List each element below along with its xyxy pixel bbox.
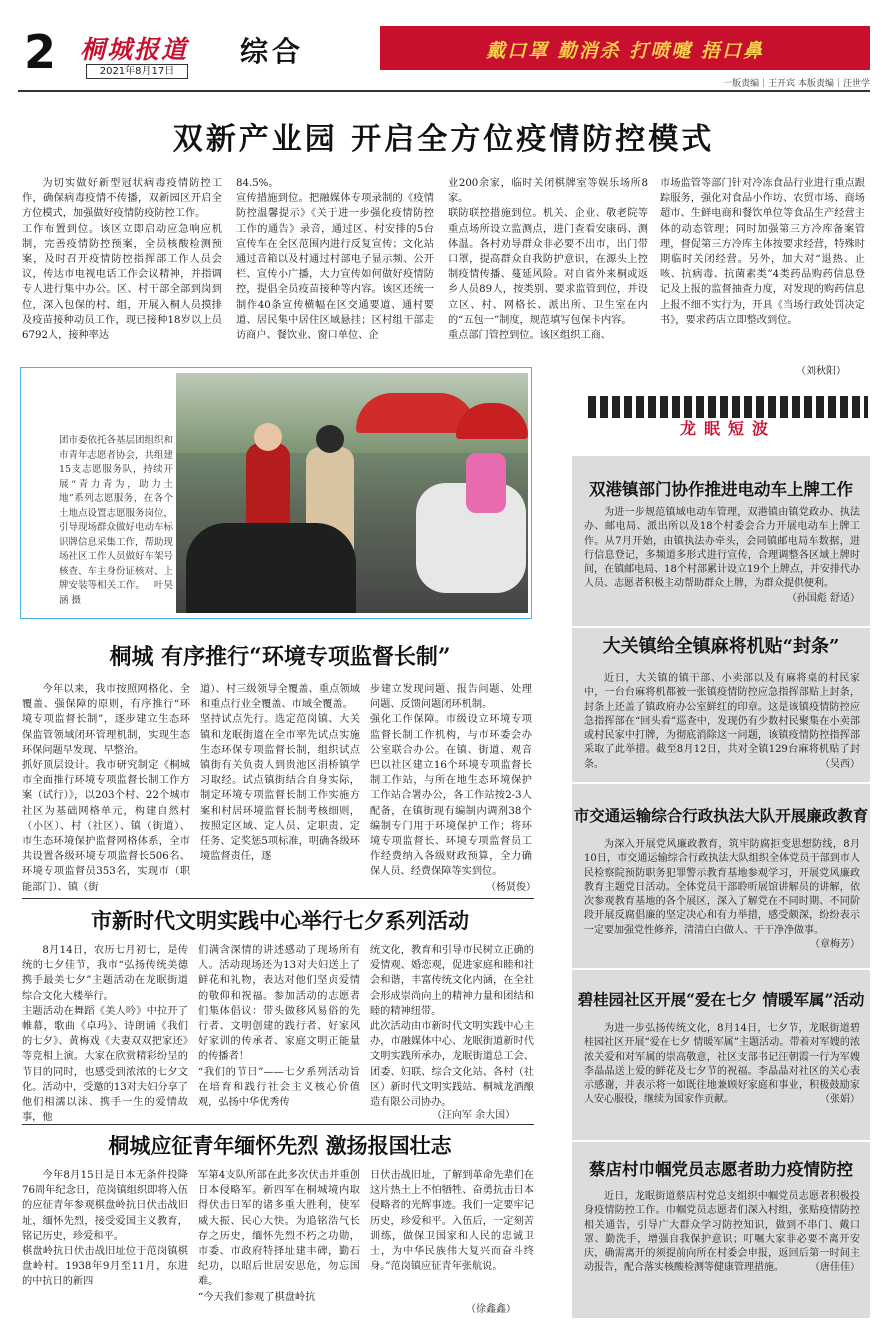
brief-byline-1: （孙国彪 舒适） (786, 592, 860, 604)
brief-text-3: 为深入开展党风廉政教育，筑牢防腐拒变思想防线，8月10日，市交通运输综合行政执法大队组织全体党员干部到市人民检察院预防职务犯罪警示教育基地参观学习，开展党风廉政教育主题党日活动。全体党员干部聆听展馆讲解员的讲解，依次参观教育基地的各个展区，深入了解党在不同时期、不同阶段开展反腐倡廉的坚定决心和有力举措，感受颇深，纷纷表示一定要加强党性修养，清清白白做人、干干净净做事。 （章梅芳） (584, 838, 860, 938)
slogan-banner (380, 26, 870, 70)
article1-col2 (236, 176, 434, 368)
article4-byline: （徐鑫鑫） (466, 1304, 516, 1315)
article3-text2: 们满含深情的讲述感动了现场所有人。活动现场还为13对夫妇送上了鲜花和礼物，表达对他们坚贞爱情的敬仰和祝福。参加活动的志愿者们集体倡议：带头做移风易俗的先行者、文明创建的践行者、好家风好家训的传承者、家庭文明正能量的传播者！ “我们的节日”——七夕系列活动旨在培育和践行社会主义核心价值观，弘扬中华优秀传 (198, 945, 360, 1109)
brief-byline-2: （吴西） (820, 758, 860, 770)
editor-credits: 一版责编｜王开宾 本版责编｜汪世学 (723, 79, 870, 89)
article3-byline: （汪向军 余大国） (432, 1110, 516, 1121)
brief-text-1: 为进一步规范镇域电动车管理，双港镇由镇党政办、执法办、邮电局、派出所以及18个村委会合力开展电动车上牌工作。从7月开始，由镇执法办牵头，会同镇邮电局车数据，进行信息登记，多频道多形式进行宣传，合理调整各区域上牌时间，在镇邮电局、18个村部累计设立19个上牌点，并安排代办人员、志愿者积极主动帮助群众上牌，为群众提供便利。 （孙国彪 舒适） (584, 506, 860, 592)
article4-col1 (22, 1168, 188, 1316)
photo-caption-text: 团市委依托各基层团组织和市青年志愿者协会，共组建15支志愿服务队，持续开展“青力青为，助力土地”系列志愿服务，在各个土地点设置志愿服务岗位，引导现场群众做好电动车标识牌信息采集工作，帮助现场社区工作人员做好车架号核查、车主身份证核对、上牌安装等相关工作。 (59, 435, 174, 591)
brief-byline-5: （唐佳佳） (810, 1262, 860, 1274)
brief-body-5 (584, 1190, 860, 1314)
article4-text2: 军第4支队所部在此多次伏击并重创日本侵略军。新四军在桐城境内取得伏击日军的诸多重大胜利，使军威大振、民心大快。为追铭浩气长存之历史，缅怀先烈不朽之功勋，市委、市政府特择址建丰碑，勤石纪功，以昭后世居安思危，勿忘国难。 “今天我们参观了棋盘岭抗 (198, 1170, 360, 1303)
photo-frame (20, 367, 532, 619)
header-rule (18, 90, 870, 92)
article1-col3 (448, 176, 648, 368)
article4-col2 (198, 1168, 360, 1316)
briefs-header-decor (588, 396, 868, 418)
article2-col3 (370, 682, 532, 892)
article4-col3 (370, 1168, 534, 1316)
brief-text-2: 近日，大关镇的镇干部、小卖部以及有麻将桌的村民家中，一台台麻将机都被一张镇疫情防控应急指挥部贴上封条，封条上还盖了镇政府办公室鲜红的印章。这是该镇疫情防控应急指挥部在“回头看”巡查中，发现仍有少数村民聚集在小卖部或村民家中打牌，为彻底消除这一问题，该镇疫情防控指挥部采取了此举措。截至8月12日，共对全镇129台麻将机贴了封条。 （吴西） (584, 672, 860, 772)
briefs-header (588, 380, 868, 436)
article1-text3: 业200余家，临时关闭棋牌室等娱乐场所8家。 联防联控措施到位。机关、企业、敬老院等重点场所设立监测点，进门查看安康码、测体温。各村劝导群众非必要不出市，出门带口罩，提高群众自我防护意识，在源头上控制疫情传播、蔓延风险。对自省外来桐或返乡人员89人，按类别、要求监管到位，并设立区、村、网格长、派出所、卫生室在内的“五包一”制度，规范填写包保卡内容。 重点部门管控到位。该区组织工商、 (448, 178, 648, 342)
article3-col1 (22, 943, 188, 1123)
divider-2 (22, 898, 534, 899)
article2-col2 (200, 682, 360, 892)
article2-text2: 道）、村三级领导全覆盖、重点领域和重点行业全覆盖、市域全覆盖。 坚持试点先行。选定范岗镇、大关镇和龙眠街道在全市率先试点实施生态环保专项监督长制，组织试点镇街有关负责人到贵池区涓桥镇学习取经。试点镇街结合自身实际，制定环境专项监督长制工作实施方案和村居环境监督长制考核细则，按照定区域、定人员、定职责、定任务、定奖惩5项标准，明确各级环境监督责任，逐 (200, 684, 360, 863)
brief-body-1 (584, 506, 860, 622)
briefs-header-title: 龙眠短波 (679, 419, 776, 438)
volunteer-photo (176, 373, 528, 613)
article1-text2: 84.5%。 宣传措施到位。把融媒体专项录制的《疫情防控温馨提示》《关于进一步强化疫情防控工作的通告》录音，通过区、村安排的5台宣传车在全区范围内进行反复宣传；文化站通过音箱以及村通过村部电子显示频、公开栏、宣传小广播，大力宣传如何做好疫情防控，提倡全员疫苗接种等内容。该区还统一制作40条宣传横幅在区交通要道、通村要道、居民集中居住区域悬挂；区村组干部走访商户、餐饮业、窗口单位、企 (236, 178, 434, 342)
article4-text1: 今年8月15日是日本无条件投降76周年纪念日，范岗镇组织即将入伍的应征青年参观棋盘岭抗日伏击战旧址，缅怀先烈，接受爱国主义教育，铭记历史，珍爱和平。 棋盘岭抗日伏击战旧址位于范岗镇棋盘岭村。1938年9月至11月，东进的中抗日的新四 (22, 1170, 188, 1288)
brief-text-5: 近日，龙眠街道蔡店村党总支组织中帼党员志愿者积极投身疫情防控工作。巾帼党员志愿者们深入村组，张贴疫情防控相关通告，引导广大群众学习防控知识，做到不串门、戴口罩、勤洗手，增强自我保护意识；叮嘱大家非必要不离开安庆，确需离开的须提前向所在村委会申报，返回后第一时间主动报告，配合落实核酸检测等健康管理措施。 （唐佳佳） (584, 1190, 860, 1276)
article2-text3: 步建立发现问题、报告问题、处理问题、反馈问题闭环机制。 强化工作保障。市级设立环境专项监督长制工作机构，与市环委会办公室联合办公。在镇、街道、观音巴以社区建立16个环境专项监督长制工作站，与所在地生态环境保护工作站合署办公，各工作站按2-3人配备，在镇街现有编制内调剂38个编制专门用于环境保护工作；将环境专项监督长、环境专项监督员工作经费纳入各级财政预算，全力确保人员、经费保障等实到位。 (370, 684, 532, 878)
photo-caption (59, 434, 173, 608)
brief-byline-3: （章梅芳） (810, 939, 860, 951)
issue-date: 2021年8月17日 (86, 64, 188, 79)
article1-title: 双新产业园 开启全方位疫情防控模式 (172, 122, 715, 157)
brief-text-4: 为进一步弘扬传统文化，8月14日，七夕节，龙眠街道碧桂园社区开展“爱在七夕 情暖军属”主题活动。带着对军嫂的浓浓关爱和对军属的崇高敬意，社区支部书记汪朝霞一行为军嫂李晶晶送上爱的鲜花及七夕节的祝福。李晶晶对社区的关心表示感谢，并表示将一如既往地兼顾好家庭和事业，积极鼓励家人安心服役，继续为国家作贡献。 （张娟） (584, 1022, 860, 1108)
brief-body-3 (584, 838, 860, 964)
paper-name: 桐城报道 (80, 35, 189, 64)
article2-byline: （杨贤俊） (486, 882, 536, 893)
article1-text4: 市场监管等部门针对冷冻食品行业进行重点跟踪服务，强化对食品小作坊、农贸市场、商场超市、生鲜电商和餐饮单位等食品生产经营主体的动态管理；同时加强第三方冷库备案管理，督促第三方冷库主体按要求经营，特殊时期临时关闭经营。另外，加大对“退热、止咳、抗病毒、抗菌素类”4类药品购药信息登记及上报的监督抽查力度，对发现的购药信息上报不细不实行为，开具《当场行政处罚决定书》，要求药店立即整改到位。 (660, 178, 865, 326)
brief-title-5: 蔡店村巾帼党员志愿者助力疫情防控 (589, 1160, 853, 1179)
article2-text1: 今年以来，我市按照网格化、全覆盖、强保障的原则，有序推行“环境专项监督长制”，逐步建立生态环保监管领域闭环管理机制，实现生态环保问题早发现、早整治。 抓好顶层设计。我市研究制定《桐城市全面推行环境专项监督长制工作方案（试行）》，以203个村、22个城市社区为基础网格单元，构建自然村（小区）、村（社区）、镇（街道）、市生态环境保护监督网格体系，全市共设置各级环境专项监督长506名、环境专项监督员353名，实现市（职能部门）、镇（街 (22, 684, 190, 892)
article3-col3 (370, 943, 534, 1123)
article2-title: 桐城 有序推行“环境专项监督长制” (109, 644, 451, 670)
article2-col1 (22, 682, 190, 892)
article3-title: 市新时代文明实践中心举行七夕系列活动 (91, 908, 469, 933)
brief-title-4: 碧桂园社区开展“爱在七夕 情暖军属”活动 (577, 990, 865, 1009)
article4-title: 桐城应征青年缅怀先烈 激扬报国壮志 (108, 1133, 452, 1158)
slogan-text: 戴口罩 勤消杀 打喷嚏 捂口鼻 (486, 40, 764, 62)
photo-credit: 叶昊涵 摄 (59, 580, 173, 606)
brief-body-2 (584, 672, 860, 776)
masthead (18, 26, 870, 88)
brief-title-2: 大关镇给全镇麻将机贴“封条” (602, 636, 840, 657)
article1-text1: 为切实做好新型冠状病毒疫情防控工作，确保病毒疫情不传播，双新园区开启全方位模式，加强做好疫情防疫防控工作。 工作布置到位。该区立即启动应急响应机制，完善疫情防控预案，全员核酸检测预案，及时召开疫情防控指挥部工作人员会议，传达市电视电话工作会议精神，并指调专人进行集中办公。区、村干部全部到岗到位，深入包保的村、组，开展入桐人员摸排及疫苗接种动员工作，现已接种18岁以上员6792人，接种率达 (22, 178, 222, 342)
article3-col2 (198, 943, 360, 1123)
brief-byline-4: （张娟） (820, 1094, 860, 1106)
article3-text1: 8月14日，农历七月初七，是传统的七夕佳节，我市“弘扬传统美德 携手最美七夕”主题活动在龙眠街道综合文化大楼举行。 主题活动在舞蹈《美人吟》中拉开了帷幕，歌曲《卓玛》、诗朗诵《我们的七夕》、黄梅戏《夫妻双双把家还》等竞相上演。大家在欣赏精彩纷呈的节目的同时，也感受到浓浓的七夕文化。活动中，受邀的13对夫妇分享了他们相濡以沫、携手一生的爱情故事，他 (22, 945, 188, 1123)
article4-text3: 日伏击战旧址，了解到革命先辈们在这片热土上不怕牺牲、奋勇抗击日本侵略者的光辉事迹。我们一定要牢记历史，珍爱和平。入伍后，一定刻苦训练，做保卫国家和人民的忠诚卫士，为中华民族伟大复兴而奋斗终身。”范岗镇应征青年张航说。 (370, 1170, 534, 1273)
section-name: 综合 (240, 35, 305, 68)
article1-col4 (660, 176, 865, 368)
article1-byline: （刘秋阳） (796, 366, 846, 377)
brief-title-1: 双港镇部门协作推进电动车上牌工作 (589, 480, 853, 499)
brief-title-3: 市交通运输综合行政执法大队开展廉政教育 (573, 806, 869, 825)
article3-text3: 统文化，教育和引导市民树立正确的爱情观、婚恋观，促进家庭和睦和社会和谐，丰富传统文化内涵，在全社会形成崇尚向上的精神力量和团结和睦的精神纽带。 此次活动由市新时代文明实践中心主办，市融媒体中心、龙眠街道新时代文明实践所承办，龙眠街道总工会、团委、妇联、综合文化站、各村（社区）新时代文明实践站、桐城龙酒酿造有限公司协办。 (370, 945, 534, 1109)
divider-3 (22, 1124, 534, 1125)
brief-body-4 (584, 1022, 860, 1136)
page-number: 2 (24, 25, 57, 79)
article1-col1 (22, 176, 222, 368)
